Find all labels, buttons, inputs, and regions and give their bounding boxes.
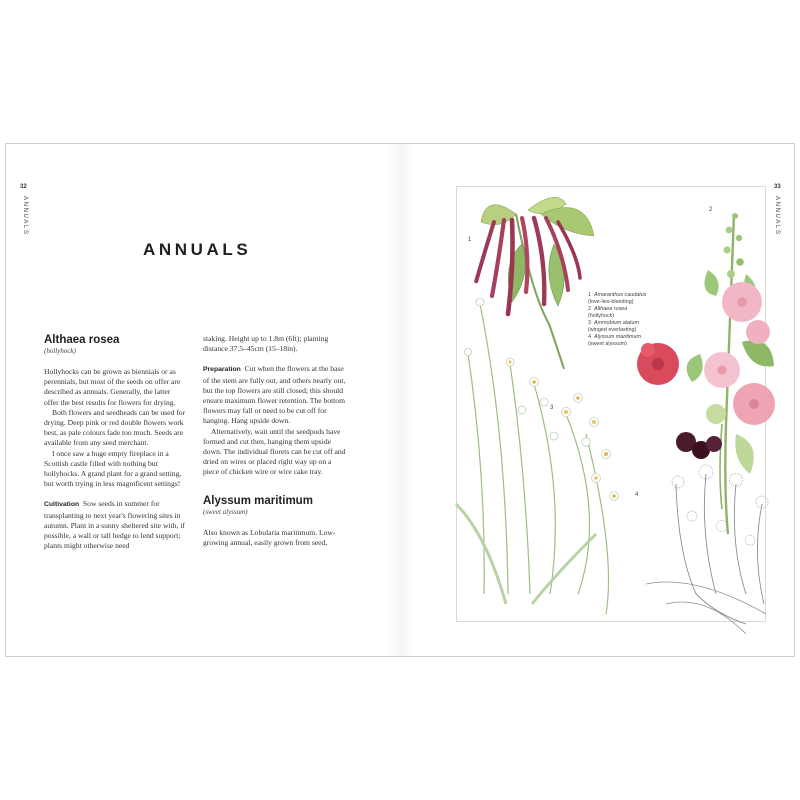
paragraph: Both flowers and seedheads can be used for drying. Deep pink or red double flowers work best, as pale colours fade too much. Seeds are available from any seed merchant.	[44, 407, 186, 448]
chapter-title: ANNUALS	[143, 240, 252, 259]
figure-number-4: 4	[635, 492, 639, 498]
botanical-illustration	[446, 174, 786, 639]
caption-line: 2 Althaea rosea	[588, 306, 628, 312]
gutter-shade	[386, 144, 416, 656]
amaranthus-plant	[476, 197, 594, 369]
figure-number-1: 1	[468, 237, 472, 243]
paragraph: Also known as Lobularia maritimum. Low-growing annual, easily grown from seed,	[203, 527, 336, 547]
caption-line: 1 Amaranthus caudatus	[588, 292, 647, 298]
paragraph: I once saw a huge empty fireplace in a Scottish castle filled with nothing but hollyhocks. A grand plant for a grand setting, but worth trying in less magnificent settings!	[44, 448, 182, 489]
caption-line: 3 Ammobium alatum	[588, 320, 639, 326]
caption-line: (love-lies-bleeding)	[588, 299, 634, 305]
right-running-head: ANNUALS	[774, 196, 780, 236]
plant-name-althaea: Althaea rosea	[44, 334, 120, 346]
plant-name-alyssum: Alyssum maritimum	[203, 494, 313, 507]
cultivation-paragraph	[44, 499, 186, 551]
right-page-number: 33	[774, 184, 781, 190]
caption-line: (winged everlasting)	[588, 327, 637, 333]
common-name-hollyhock: (hollyhock)	[44, 347, 76, 355]
caption-line: (hollyhock)	[588, 313, 615, 319]
preparation-text: Cut when the flowers at the base of the stem are fully out, and others nearly out, but the top flowers are still closed; this should ensure maximum flower retention. The bottom flowers may fall or need to be cut off for hanging. Hang upside down.	[203, 364, 346, 426]
botanical-plate	[446, 174, 786, 639]
book-spread	[5, 143, 795, 657]
caption-line: 4 Alyssum maritimum	[588, 334, 642, 340]
preparation-paragraph	[203, 364, 349, 426]
preparation-label: Preparation	[203, 366, 241, 374]
hollyhock-plant	[637, 213, 775, 534]
common-name-sweet-alyssum: (sweet alyssum)	[203, 507, 248, 516]
continued-text: staking. Height up to 1.8m (6ft); planting distance 37.5–45cm (15–18in).	[203, 334, 329, 354]
cultivation-text: Sow seeds in summer for transplanting to next year's flowering sites in autumn. Plant in a sunny sheltered site with, if possible, a wall or tall hedge to lend support; plants might otherwise need	[44, 499, 185, 551]
figure-number-3: 3	[550, 405, 554, 411]
caption-line: (sweet alyssum)	[588, 341, 627, 347]
plate-caption	[588, 292, 646, 348]
left-page-number: 32	[20, 184, 27, 190]
figure-number-2: 2	[709, 207, 713, 213]
paragraph: Hollyhocks can be grown as biennials or as perennials, but most of the seeds on offer are described as annuals. Generally, the latter offer the best results for flowers for drying.	[44, 367, 181, 407]
paragraph: Alternatively, wait until the seedpods have formed and cut then, hanging them upside down. The individual florets can be cut off and dried on wires or placed right way up on a piece of chicken wire or wire cake tray.	[203, 426, 346, 477]
cultivation-label: Cultivation	[44, 501, 80, 509]
alyssum-plant	[646, 465, 768, 634]
left-running-head: ANNUALS	[22, 196, 28, 236]
right-column	[203, 334, 349, 548]
left-column	[44, 334, 186, 551]
